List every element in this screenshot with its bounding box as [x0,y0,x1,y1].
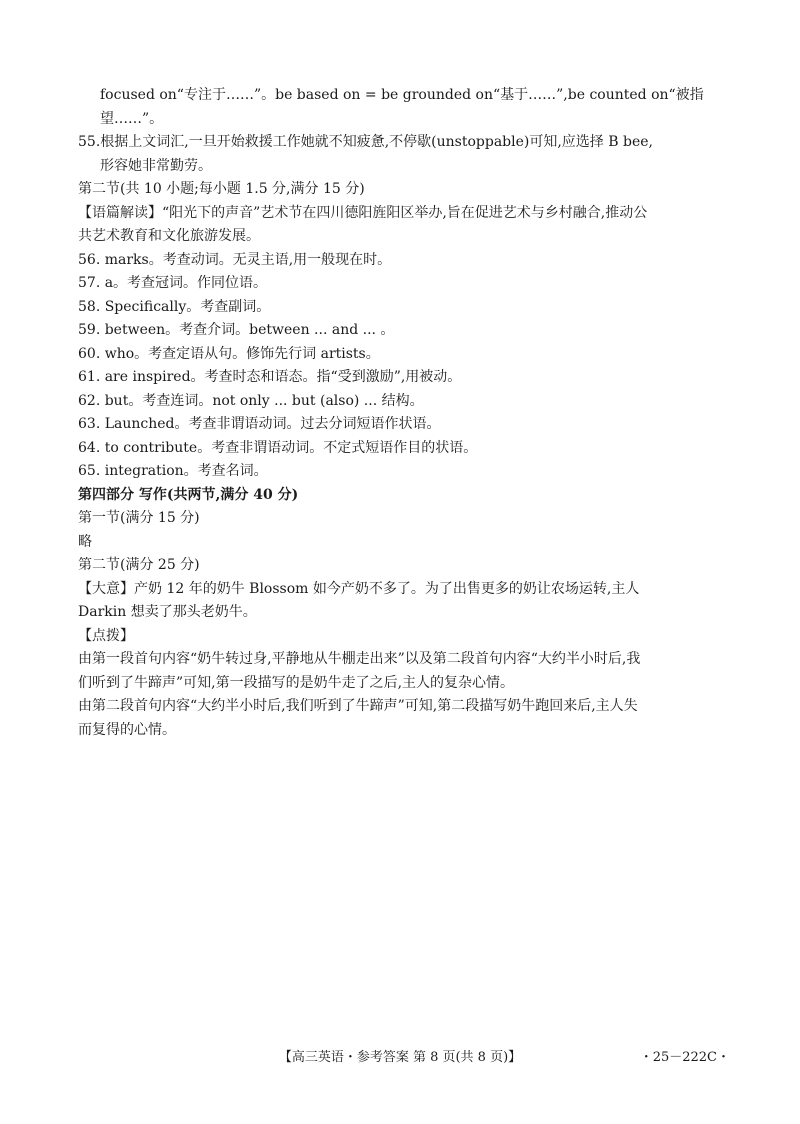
text-line: 第一节(满分 15 分) [78,510,200,526]
text-line: 62. but。考查连词。not only ... but (also) ... 结构。 [78,392,424,409]
footer-page-info: 【高三英语・参考答案 第 8 页(共 8 页)】 [278,1050,522,1065]
text-line: 63. Launched。考查非谓语动词。过去分词短语作状语。 [78,416,441,432]
text-line: 57. a。考查冠词。作同位语。 [78,275,268,291]
text-line: 形容她非常勤劳。 [100,157,212,174]
footer-doc-code: ・25－222C・ [639,1050,730,1065]
text-line: 而复得的心情。 [78,721,176,738]
text-line: 【大意】产奶 12 年的奶牛 Blossom 如今产奶不多了。为了出售更多的奶让农场运转,主人 [78,580,640,597]
text-line: 略 [78,533,92,550]
text-line: 第二节(满分 25 分) [78,557,200,573]
text-line: 60. who。考查定语从句。修饰先行词 artists。 [78,345,380,362]
page-footer [0,1046,800,1070]
text-line: 第二节(共 10 小题;每小题 1.5 分,满分 15 分) [78,181,365,197]
text-line: 由第一段首句内容“奶牛转过身,平静地从牛棚走出来”以及第二段首句内容“大约半小时后,我 [78,651,641,667]
text-line: 55.根据上文词汇,一旦开始救援工作她就不知疲惫,不停歇(unstoppable)可知,应选择 B bee, [78,134,653,150]
text-line: 64. to contribute。考查非谓语动词。不定式短语作目的状语。 [78,439,478,456]
text-line: 【语篇解读】“阳光下的声音”艺术节在四川德阳旌阳区举办,旨在促进艺术与乡村融合,推动公 [78,204,648,221]
answer-content [78,84,730,742]
text-line: 【点拨】 [78,627,134,644]
text-line: 由第二段首句内容“大约半小时后,我们听到了牛蹄声”可知,第二段描写奶牛跑回来后,主人失 [78,698,638,714]
text-line: 共艺术教育和文化旅游发展。 [78,228,260,244]
text-line: 第四部分 写作(共两节,满分 40 分) [78,486,299,503]
text-line: 59. between。考查介词。between ... and ... 。 [78,322,395,338]
text-line: 望……”。 [100,110,164,127]
text-line: 65. integration。考查名词。 [78,463,268,479]
text-line: 58. Specifically。考查副词。 [78,298,271,315]
text-line: 56. marks。考查动词。无灵主语,用一般现在时。 [78,251,392,268]
text-line: focused on“专注于……”。be based on = be grounded on“基于……”,be counted on“被指 [100,87,704,103]
text-line: 们听到了牛蹄声”可知,第一段描写的是奶牛走了之后,主人的复杂心情。 [78,674,515,691]
text-line: 61. are inspired。考查时态和语态。指“受到激励”,用被动。 [78,369,462,385]
text-line: Darkin 想卖了那头老奶牛。 [78,604,257,620]
